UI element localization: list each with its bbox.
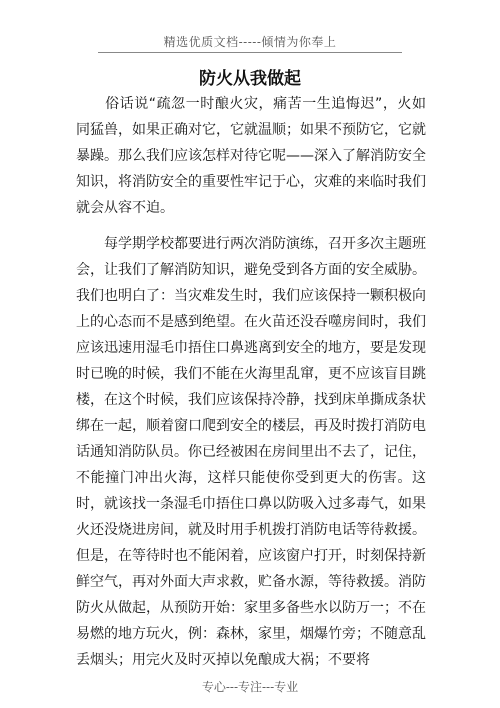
document-title: 防火从我做起 (199, 69, 301, 89)
header-divider (98, 52, 402, 53)
paragraph-1: 俗话说“疏忽一时酿火灾，痛苦一生追悔迟”，火如同猛兽，如果正确对它，它就温顺；如果不预防它，它就暴躁。那么我们应该怎样对待它呢——深入了解消防安全知识，将消防安全的重要性牢记于心，灾难的来临时我们就会从容不迫。 (76, 96, 426, 216)
paragraph-2: 每学期学校都要进行两次消防演练，召开多次主题班会，让我们了解消防知识，避免受到各方面的安全威胁。我们也明白了：当灾难发生时，我们应该保持一颗积极向上的心态而不是感到绝望。在火苗还没吞噬房间时，我们应该迅速用湿毛巾捂住口鼻逃离到安全的地方，要是发现时已晚的时候，我们不能在火海里乱窜，更不应该盲目跳楼，在这个时候，我们应该保持冷静，找到床单撕成条状绑在一起，顺着窗口爬到安全的楼层，再及时拨打消防电话通知消防队员。你已经被困在房间里出不去了，记住，不能撞门冲出火海，这样只能使你受到更大的伤害。这时，就该找一条湿毛巾捂住口鼻以防吸入过多毒气，如果火还没烧进房间，就及时用手机拨打消防电话等待救援。但是，在等待时也不能闲着，应该窗户打开，时刻保持新鲜空气，再对外面大声求救，贮备水源，等待救援。消防防火从做起，从预防开始：家里多备些水以防万一；不在易燃的地方玩火，例：森林，家里，烟爆竹旁；不随意乱丢烟头；用完火及时灭掉以免酿成大祸；不要将 (76, 236, 426, 668)
page-header: 精选优质文档-----倾情为你奉上 (163, 35, 337, 49)
page-footer: 专心---专注---专业 (201, 680, 299, 694)
